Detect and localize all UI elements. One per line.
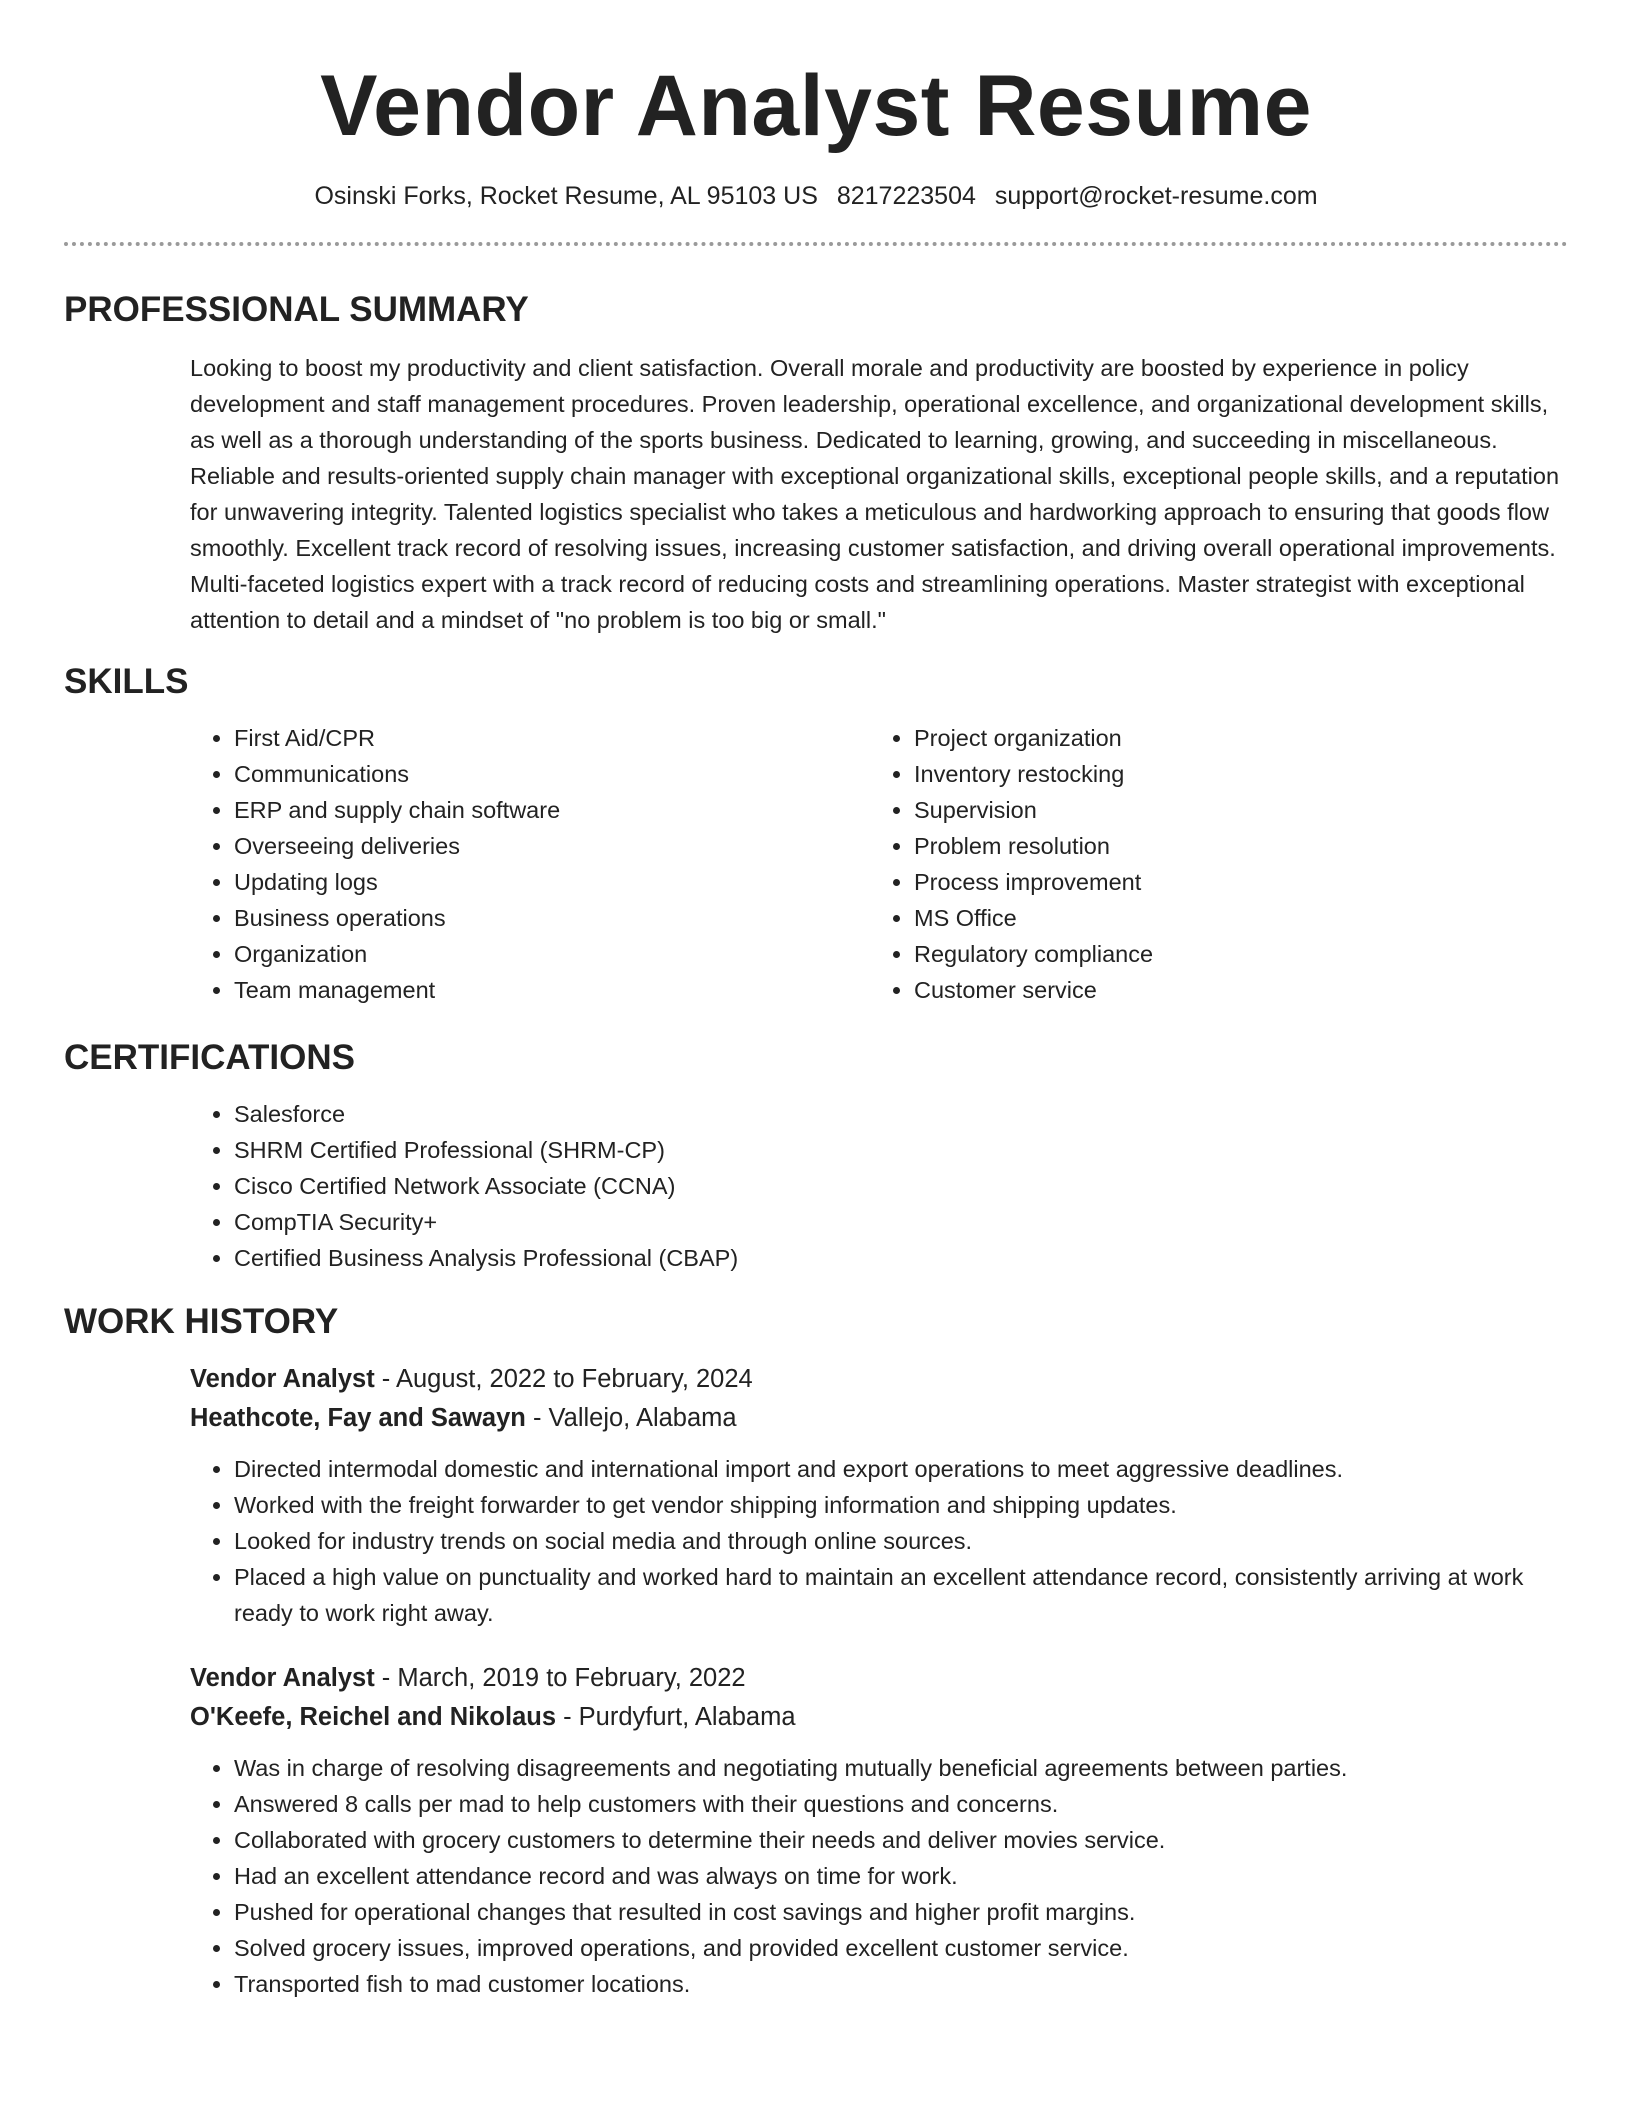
certification-item: • CompTIA Security+ bbox=[234, 1204, 1568, 1240]
contact-line bbox=[64, 180, 1568, 212]
skill-item: • Regulatory compliance bbox=[914, 936, 1550, 972]
resume-title: Vendor Analyst Resume bbox=[320, 58, 1312, 154]
job-entry-1 bbox=[190, 1360, 1568, 1631]
certification-item: • Salesforce bbox=[234, 1096, 1568, 1132]
job-bullet: • Pushed for operational changes that resulted in cost savings and higher profit margins. bbox=[234, 1894, 1568, 1930]
job-bullet: • Had an excellent attendance record and was always on time for work. bbox=[234, 1858, 1568, 1894]
job-bullet: • Placed a high value on punctuality and worked hard to maintain an excellent attendance record, consistently arriving at work ready to work right away. bbox=[234, 1559, 1568, 1631]
skill-item: • Customer service bbox=[914, 972, 1550, 1008]
job-location: - Vallejo, Alabama bbox=[525, 1404, 737, 1432]
skill-item: • Business operations bbox=[234, 900, 870, 936]
job-bullet: • Collaborated with grocery customers to determine their needs and deliver movies service. bbox=[234, 1822, 1568, 1858]
skills-column-right bbox=[870, 720, 1550, 1008]
job-location: - Purdyfurt, Alabama bbox=[556, 1703, 796, 1731]
job-dates: - March, 2019 to February, 2022 bbox=[374, 1664, 746, 1692]
skill-item: • Updating logs bbox=[234, 864, 870, 900]
contact-phone: 8217223504 bbox=[836, 182, 976, 210]
skill-item: • Overseeing deliveries bbox=[234, 828, 870, 864]
job-company-line bbox=[190, 1399, 1568, 1438]
job-company-line bbox=[190, 1698, 1568, 1737]
job-entry-2 bbox=[190, 1659, 1568, 2002]
job-title-line bbox=[190, 1360, 1568, 1399]
job-company: Heathcote, Fay and Sawayn bbox=[190, 1404, 526, 1432]
skill-item: • First Aid/CPR bbox=[234, 720, 870, 756]
job-bullets bbox=[190, 1451, 1568, 1631]
certifications-heading: CERTIFICATIONS bbox=[64, 1038, 356, 1077]
skill-item: • Communications bbox=[234, 756, 870, 792]
job-bullet: • Was in charge of resolving disagreements and negotiating mutually beneficial agreements between parties. bbox=[234, 1750, 1568, 1786]
job-bullets bbox=[190, 1750, 1568, 2002]
skills-heading: SKILLS bbox=[64, 662, 189, 701]
skill-item: • MS Office bbox=[914, 900, 1550, 936]
skill-item: • Inventory restocking bbox=[914, 756, 1550, 792]
job-bullet: • Directed intermodal domestic and international import and export operations to meet aggressive deadlines. bbox=[234, 1451, 1568, 1487]
header-divider bbox=[64, 242, 1568, 246]
job-company: O'Keefe, Reichel and Nikolaus bbox=[190, 1703, 557, 1731]
contact-address: Osinski Forks, Rocket Resume, AL 95103 US bbox=[314, 182, 818, 210]
resume-page bbox=[64, 0, 1568, 2002]
skill-item: • ERP and supply chain software bbox=[234, 792, 870, 828]
contact-email: support@rocket-resume.com bbox=[994, 182, 1318, 210]
job-bullet: • Answered 8 calls per mad to help customers with their questions and concerns. bbox=[234, 1786, 1568, 1822]
job-bullet: • Worked with the freight forwarder to get vendor shipping information and shipping updates. bbox=[234, 1487, 1568, 1523]
certification-item: • Certified Business Analysis Professional (CBAP) bbox=[234, 1240, 1568, 1276]
certifications-list bbox=[190, 1096, 1568, 1276]
skills-column-left bbox=[190, 720, 870, 1008]
work-history-heading: WORK HISTORY bbox=[64, 1302, 339, 1341]
certification-item: • Cisco Certified Network Associate (CCNA) bbox=[234, 1168, 1568, 1204]
certification-item: • SHRM Certified Professional (SHRM-CP) bbox=[234, 1132, 1568, 1168]
job-dates: - August, 2022 to February, 2024 bbox=[374, 1365, 753, 1393]
skill-item: • Problem resolution bbox=[914, 828, 1550, 864]
skill-item: • Organization bbox=[234, 936, 870, 972]
job-bullet: • Transported fish to mad customer locations. bbox=[234, 1966, 1568, 2002]
job-bullet: • Solved grocery issues, improved operations, and provided excellent customer service. bbox=[234, 1930, 1568, 1966]
job-title-line bbox=[190, 1659, 1568, 1698]
skill-item: • Supervision bbox=[914, 792, 1550, 828]
summary-text: Looking to boost my productivity and client satisfaction. Overall morale and productivity are boosted by experience in policy development and staff management procedures. Proven leadership, operational excellence, and organizational development skills, as well as a thorough understanding of the sports business. Dedicated to learning, growing, and succeeding in miscellaneous. Reliable and results-oriented supply chain manager with exceptional organizational skills, exceptional people skills, and a reputation for unwavering integrity. Talented logistics specialist who takes a meticulous and hardworking approach to ensuring that goods flow smoothly. Excellent track record of resolving issues, increasing customer satisfaction, and driving overall operational improvements. Multi-faceted logistics expert with a track record of reducing costs and streamlining operations. Master strategist with exceptional attention to detail and a mindset of "no problem is too big or small." bbox=[190, 355, 1560, 633]
summary-heading: PROFESSIONAL SUMMARY bbox=[64, 290, 529, 329]
skill-item: • Team management bbox=[234, 972, 870, 1008]
skill-item: • Project organization bbox=[914, 720, 1550, 756]
skill-item: • Process improvement bbox=[914, 864, 1550, 900]
job-role: Vendor Analyst bbox=[190, 1365, 375, 1393]
skills-grid bbox=[190, 720, 1568, 1008]
job-role: Vendor Analyst bbox=[190, 1664, 375, 1692]
job-bullet: • Looked for industry trends on social media and through online sources. bbox=[234, 1523, 1568, 1559]
